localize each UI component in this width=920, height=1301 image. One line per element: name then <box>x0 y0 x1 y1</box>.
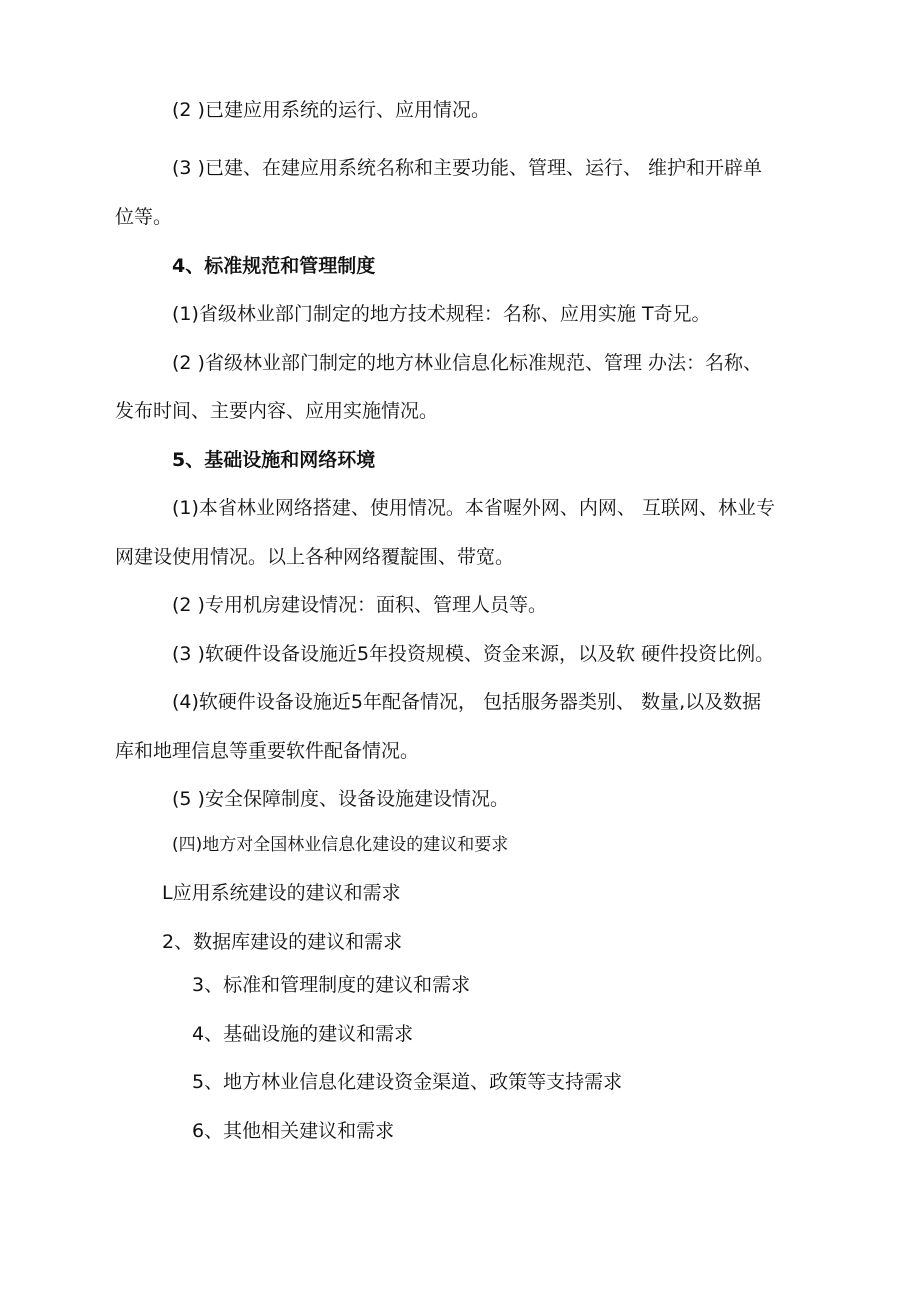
item-3-systems-names: (3 )已建、在建应用系统名称和主要功能、管理、运行、 维护和开辟单 <box>172 157 762 179</box>
item-5-5-security: (5 )安全保障制度、设备设施建设情况。 <box>172 788 509 810</box>
item-3-continuation: 位等。 <box>115 206 173 228</box>
item-4-2-continuation: 发布时间、主要内容、应用实施情况。 <box>115 400 439 422</box>
suggestion-2: 2、数据库建设的建议和需求 <box>162 931 403 953</box>
item-5-3-investment: (3 )软硬件设备设施近5年投资规模、资金来源，以及软 硬件投资比例。 <box>172 643 775 665</box>
item-5-1-continuation: 网建设使用情况。以上各种网络覆靛围、带宽。 <box>115 546 515 568</box>
suggestion-3: 3、标准和管理制度的建议和需求 <box>192 974 471 996</box>
section-4-heading: 4、标准规范和管理制度 <box>172 255 376 277</box>
section-5-heading: 5、基础设施和网络环境 <box>172 449 376 471</box>
suggestion-5: 5、地方林业信息化建设资金渠道、政策等支持需求 <box>192 1071 623 1093</box>
suggestion-1: L应用系统建设的建议和需求 <box>162 882 401 904</box>
suggestion-6: 6、其他相关建议和需求 <box>192 1120 395 1142</box>
item-5-4-equipment: (4)软硬件设备设施近5年配备情况， 包括服务器类别、 数量,以及数据 <box>172 691 762 713</box>
item-4-1-tech-rules: (1)省级林业部门制定的地方技术规程：名称、应用实施 T奇兄。 <box>172 303 711 325</box>
item-5-2-machine-room: (2 )专用机房建设情况：面积、管理人员等。 <box>172 594 547 616</box>
item-4-2-standards: (2 )省级林业部门制定的地方林业信息化标准规范、管理 办法：名称、 <box>172 352 762 374</box>
item-2-existing-systems: (2 )已建应用系统的运行、应用情况。 <box>172 99 490 121</box>
item-5-1-network: (1)本省林业网络搭建、使用情况。本省喔外网、内网、 互联网、林业专 <box>172 497 775 519</box>
suggestion-4: 4、基础设施的建议和需求 <box>192 1023 414 1045</box>
item-5-4-continuation: 库和地理信息等重要软件配备情况。 <box>115 740 420 762</box>
section-4-suggestions-heading: (四)地方对全国林业信息化建设的建议和要求 <box>172 835 509 855</box>
